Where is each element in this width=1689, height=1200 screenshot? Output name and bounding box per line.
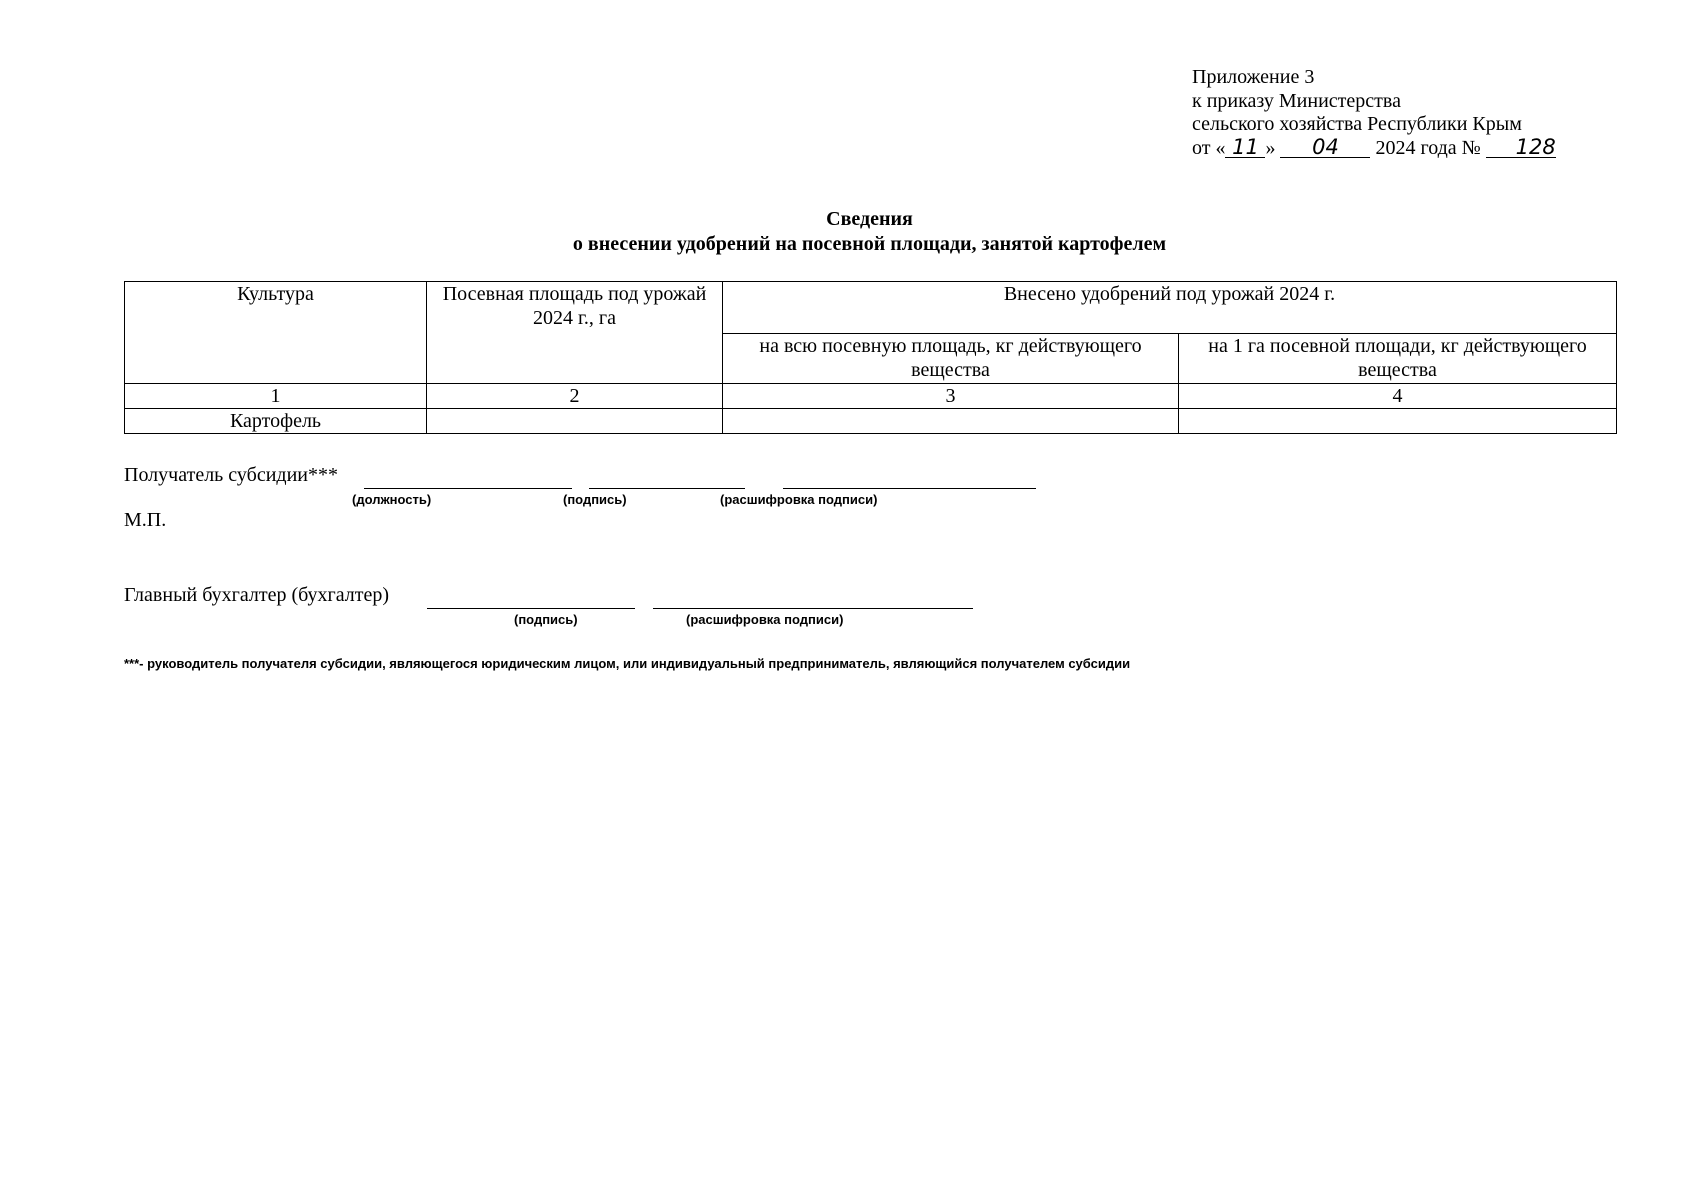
title-line-1: Сведения [826, 208, 913, 230]
col-number-4: 4 [1179, 384, 1617, 409]
numbering-row [125, 384, 1617, 409]
recipient-decode-line[interactable] [783, 488, 1036, 489]
footnote: ***- руководитель получателя субсидии, являющегося юридическим лицом, или индивидуальный предприниматель, являющийся получателем субсидии [124, 656, 1131, 671]
accountant-caption-decode: (расшифровка подписи) [686, 612, 844, 627]
caption-decode: (расшифровка подписи) [720, 492, 878, 507]
appendix-header [1192, 66, 1556, 160]
appendix-date-line [1192, 134, 1556, 161]
total-cell[interactable] [723, 409, 1179, 434]
accountant-decode-line[interactable] [653, 608, 973, 609]
caption-position: (должность) [352, 492, 432, 507]
accountant-label: Главный бухгалтер (бухгалтер) [124, 584, 390, 606]
recipient-position-line[interactable] [364, 488, 572, 489]
recipient-label: Получатель субсидии*** [124, 464, 338, 486]
accountant-signature-line[interactable] [427, 608, 635, 609]
stamp-label: М.П. [124, 509, 167, 531]
accountant-caption-signature: (подпись) [514, 612, 578, 627]
fertilizer-table [124, 281, 1617, 434]
recipient-signature-line[interactable] [589, 488, 745, 489]
header-crop: Культура [125, 282, 427, 384]
handwritten-month: 04 [1280, 137, 1370, 158]
caption-signature: (подпись) [563, 492, 627, 507]
area-cell[interactable] [427, 409, 723, 434]
document-title [0, 207, 1689, 257]
per-ha-cell[interactable] [1179, 409, 1617, 434]
data-row [125, 409, 1617, 434]
crop-cell: Картофель [125, 409, 427, 434]
appendix-line-2: к приказу Министерства [1192, 89, 1401, 112]
header-row-1 [125, 282, 1617, 334]
col-number-3: 3 [723, 384, 1179, 409]
header-per-ha: на 1 га посевной площади, кг действующего вещества [1179, 334, 1617, 384]
handwritten-number: 128 [1486, 137, 1556, 158]
date-mid: » [1265, 136, 1276, 159]
header-area: Посевная площадь под урожай 2024 г., га [427, 282, 723, 384]
title-line-2: о внесении удобрений на посевной площади, занятой картофелем [572, 233, 1167, 255]
date-prefix: от « [1192, 136, 1226, 159]
appendix-line-1: Приложение 3 [1192, 66, 1315, 88]
header-total: на всю посевную площадь, кг действующего вещества [723, 334, 1179, 384]
col-number-1: 1 [125, 384, 427, 409]
col-number-2: 2 [427, 384, 723, 409]
header-fertilizer: Внесено удобрений под урожай 2024 г. [723, 282, 1617, 334]
handwritten-day: 11 [1225, 137, 1265, 158]
appendix-line-3: сельского хозяйства Республики Крым [1192, 113, 1522, 135]
year-text: 2024 года № [1375, 136, 1481, 159]
